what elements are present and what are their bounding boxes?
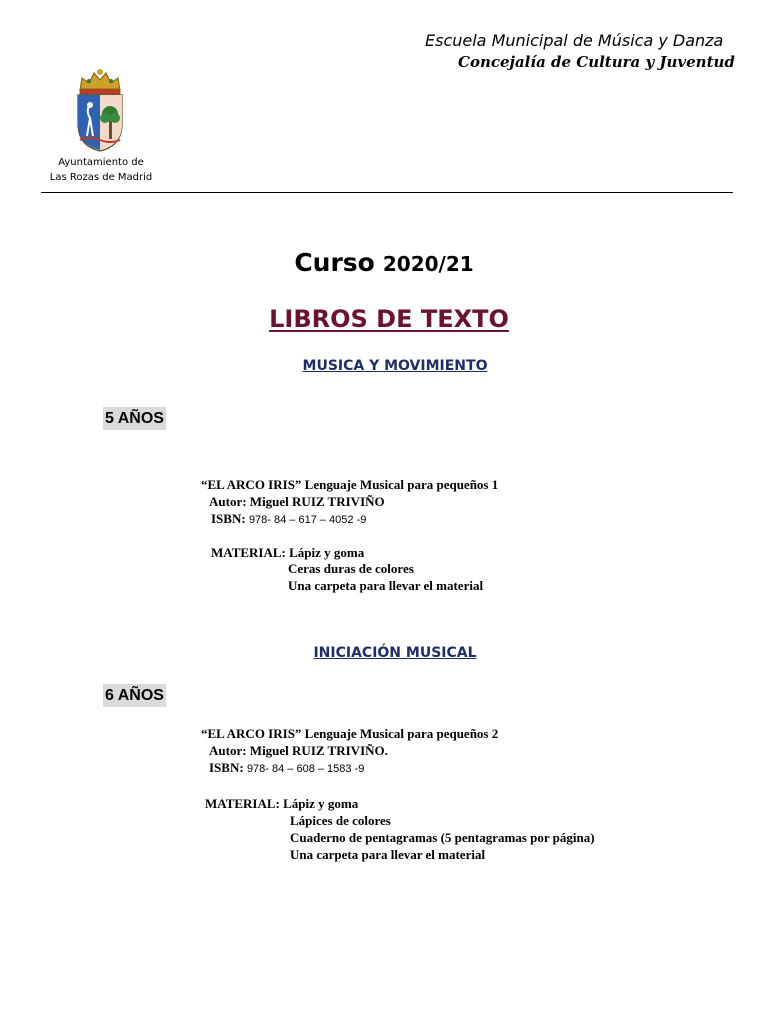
isbn-label: ISBN: — [211, 511, 246, 526]
material-item: Una carpeta para llevar el material — [288, 578, 484, 593]
material-item: Cuaderno de pentagramas (5 pentagramas por página) — [290, 830, 595, 845]
school-name: Escuela Municipal de Música y Danza — [425, 31, 724, 50]
course-word: Curso — [294, 248, 375, 277]
material-item: Ceras duras de colores — [288, 561, 414, 576]
ayuntamiento-label — [40, 155, 162, 185]
header-divider — [41, 192, 733, 193]
material-label: MATERIAL: Lápiz y goma — [205, 796, 359, 811]
isbn-value: 978- 84 – 617 – 4052 -9 — [248, 514, 367, 526]
material-item: Una carpeta para llevar el material — [290, 847, 486, 862]
section-heading-iniciacion-musical: INICIACIÓN MUSICAL — [313, 645, 477, 661]
age-badge-6: 6 AÑOS — [103, 684, 166, 707]
material-label: MATERIAL: Lápiz y goma — [211, 545, 365, 560]
coat-of-arms-logo — [72, 66, 128, 152]
book-author: Autor: Miguel RUIZ TRIVIÑO — [209, 494, 385, 509]
book-title: “EL ARCO IRIS” Lenguaje Musical para pequeños 2 — [201, 726, 499, 741]
department-name: Concejalía de Cultura y Juventud — [458, 53, 735, 71]
course-year: 2020/21 — [382, 252, 474, 276]
isbn-label: ISBN: — [209, 760, 244, 775]
ayuntamiento-line-1: Ayuntamiento de — [58, 157, 144, 168]
ayuntamiento-line-2: Las Rozas de Madrid — [49, 172, 153, 183]
section-heading-musica-movimiento: MUSICA Y MOVIMIENTO — [302, 358, 488, 374]
course-title — [0, 248, 768, 277]
age-badge-5: 5 AÑOS — [103, 407, 166, 430]
book-title: “EL ARCO IRIS” Lenguaje Musical para pequeños 1 — [201, 477, 499, 492]
material-item: Lápices de colores — [290, 813, 391, 828]
book-isbn — [211, 510, 366, 529]
book-isbn — [209, 759, 364, 778]
page-title: LIBROS DE TEXTO — [269, 305, 509, 333]
isbn-value: 978- 84 – 608 – 1583 -9 — [246, 763, 365, 775]
book-author: Autor: Miguel RUIZ TRIVIÑO. — [209, 743, 388, 758]
